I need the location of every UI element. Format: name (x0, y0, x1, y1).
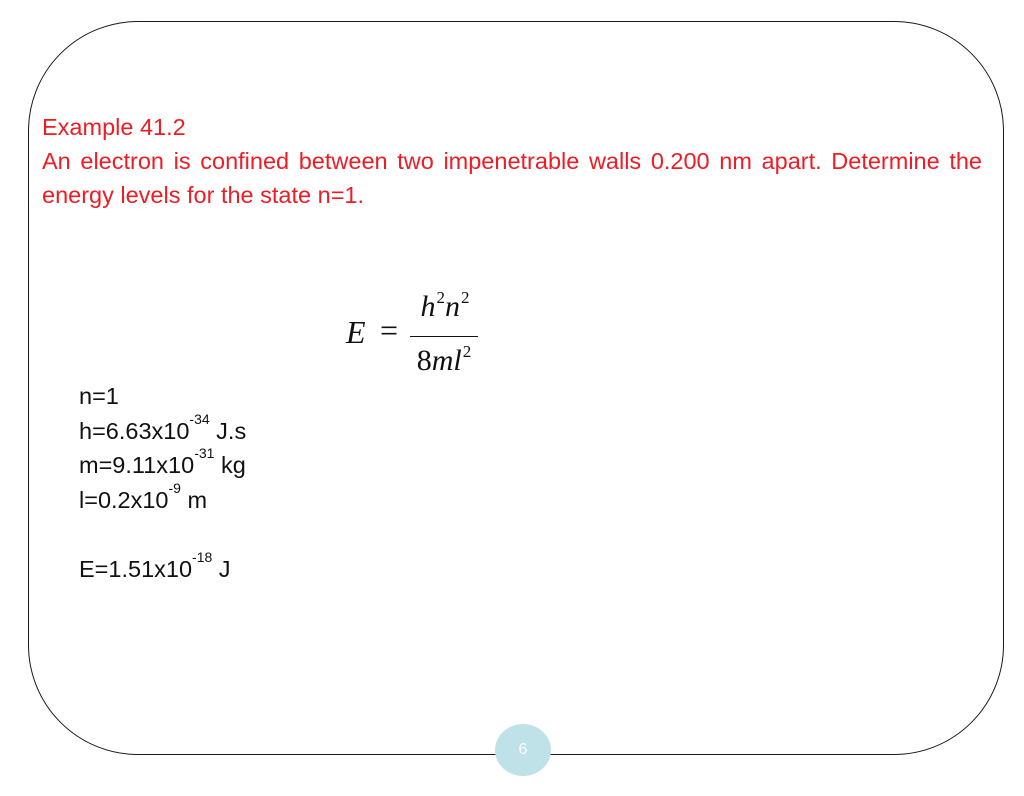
example-block (42, 110, 982, 212)
numerator-n: n (445, 290, 460, 323)
formula-equals: = (380, 312, 399, 348)
example-heading: Example 41.2 (42, 114, 186, 140)
value-l-base: l=0.2x10 (79, 486, 169, 513)
denominator-l-exponent: 2 (462, 342, 472, 361)
value-m-base: m=9.11x10 (79, 452, 195, 478)
value-l-unit: m (180, 486, 208, 513)
page-number: 6 (518, 741, 528, 758)
problem-statement: An electron is confined between two impenetrable walls 0.200 nm apart. Determine the energy levels for the state n=1. (42, 148, 982, 208)
numerator-h: h (420, 290, 436, 323)
formula-denominator (406, 344, 482, 378)
value-h (79, 410, 247, 449)
denominator-coefficient: 8 (416, 344, 432, 377)
value-n (79, 379, 246, 414)
value-n-text: n=1 (79, 383, 119, 409)
result-energy (79, 548, 246, 587)
value-m-unit: kg (214, 452, 246, 478)
value-l-exponent: -9 (168, 479, 181, 496)
formula-lhs: E (346, 314, 366, 350)
denominator-ml: ml (431, 344, 462, 377)
value-h-exponent: -34 (189, 410, 210, 427)
result-exponent: -18 (192, 548, 213, 565)
given-values (79, 379, 246, 586)
energy-formula (340, 286, 500, 386)
value-m-exponent: -31 (194, 445, 215, 461)
page-number-badge (495, 724, 551, 776)
formula-numerator (410, 290, 480, 324)
numerator-n-exponent: 2 (461, 288, 470, 307)
value-h-base: h=6.63x10 (79, 417, 190, 444)
value-l (79, 479, 246, 518)
numerator-h-exponent: 2 (436, 288, 445, 307)
spacer (79, 517, 246, 552)
value-m (79, 445, 246, 483)
value-h-unit: J.s (209, 417, 247, 444)
result-base: E=1.51x10 (79, 555, 193, 582)
result-unit: J (212, 555, 231, 582)
fraction-bar (410, 336, 478, 337)
